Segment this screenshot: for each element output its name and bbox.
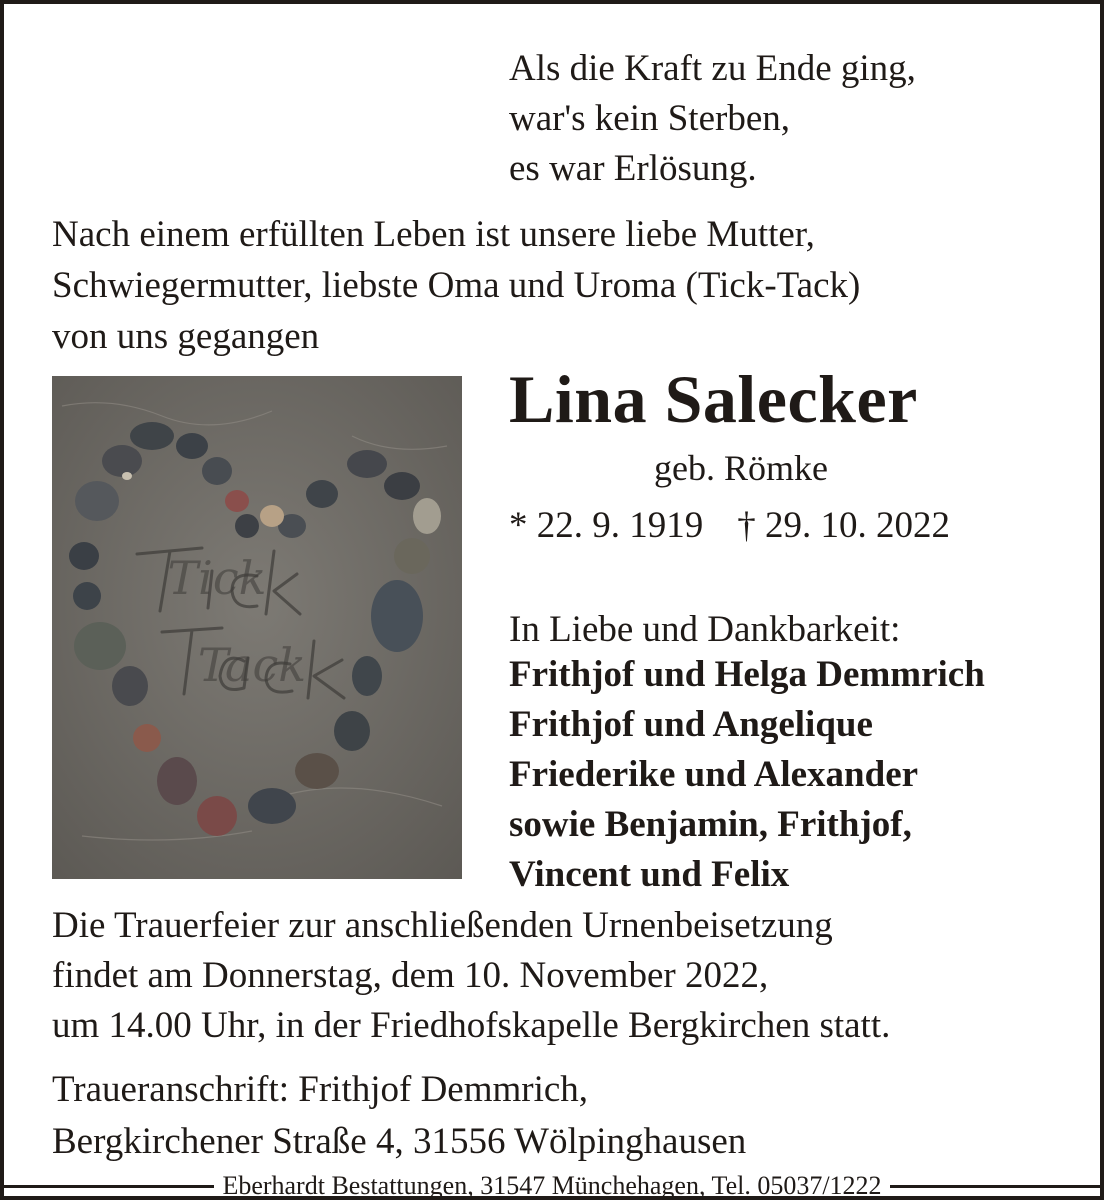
mourner-line: sowie Benjamin, Frithjof, [509,804,912,845]
sand-writing-tack: Tack [197,638,307,692]
death-date: † 29. 10. 2022 [737,505,950,546]
funeral-service-info [52,901,890,1051]
heart-photo-graphic [52,376,462,879]
maiden-name: geb. Römke [654,448,828,488]
heart-stones-photo [52,376,462,879]
funeral-home-contact: Eberhardt Bestattungen, 31547 Münchehagen, Tel. 05037/1222 [222,1171,882,1200]
service-line: Die Trauerfeier zur anschließenden Urnenbeisetzung [52,905,833,946]
mourners-heading: In Liebe und Dankbarkeit: [509,609,901,650]
service-line: findet am Donnerstag, dem 10. November 2022, [52,955,769,996]
mourner-line: Vincent und Felix [509,854,790,895]
mourner-line: Frithjof und Angelique [509,704,873,745]
intro-line: von uns gegangen [52,316,320,357]
funeral-home-footer [4,1168,1100,1204]
poem [509,44,916,194]
poem-line: war's kein Sterben, [509,98,791,139]
poem-line: Als die Kraft zu Ende ging, [509,48,916,89]
poem-line: es war Erlösung. [509,148,757,189]
intro-text [52,209,860,362]
address-line: Bergkirchener Straße 4, 31556 Wölpinghausen [52,1121,747,1162]
deceased-name: Lina Salecker [509,361,918,437]
sand-writing-tick: Tick [167,551,267,605]
address-line: Traueranschrift: Frithjof Demmrich, [52,1069,589,1110]
birth-date: * 22. 9. 1919 [509,505,704,546]
footer-rule-left [4,1185,214,1188]
mourning-address [52,1064,746,1168]
mourner-line: Friederike und Alexander [509,754,919,795]
intro-line: Schwiegermutter, liebste Oma und Uroma (Tick-Tack) [52,265,861,306]
mourners-list [509,650,985,900]
service-line: um 14.00 Uhr, in der Friedhofskapelle Bergkirchen statt. [52,1005,891,1046]
mourner-line: Frithjof und Helga Demmrich [509,654,985,695]
footer-rule-right [890,1185,1100,1188]
intro-line: Nach einem erfüllten Leben ist unsere liebe Mutter, [52,214,815,255]
life-dates [509,504,950,547]
